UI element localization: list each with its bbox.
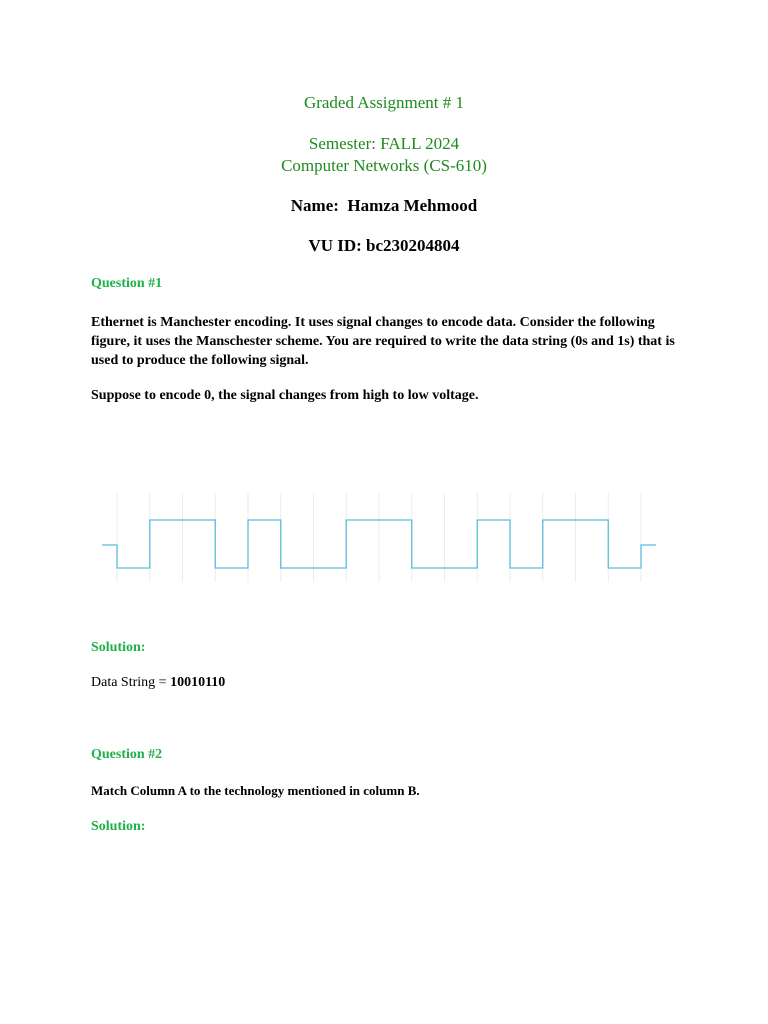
question1-heading: Question #1	[91, 276, 163, 291]
question2-heading: Question #2	[91, 747, 163, 762]
data-string-label: Data String =	[91, 675, 171, 690]
student-name: Name: Hamza Mehmood	[290, 196, 478, 215]
data-string-answer	[91, 675, 681, 691]
question2-text: Match Column A to the technology mentioned in column B.	[91, 783, 420, 798]
signal-grid	[117, 493, 641, 582]
question1-text: Ethernet is Manchester encoding. It uses signal changes to encode data. Consider the following figure, it uses the Manschester scheme. You are required to write the data string (0s and 1s) that is used to produce the following signal.	[91, 315, 675, 368]
question1-note: Suppose to encode 0, the signal changes from high to low voltage.	[91, 388, 479, 403]
student-vu-id: VU ID: bc230204804	[308, 236, 460, 255]
data-string-value: 10010110	[170, 675, 226, 690]
assignment-title: Graded Assignment # 1	[303, 93, 465, 112]
question1-solution-heading: Solution:	[91, 640, 146, 655]
question2-solution-heading: Solution:	[91, 819, 146, 834]
course-line: Computer Networks (CS-610)	[281, 156, 487, 175]
semester-line: Semester: FALL 2024	[308, 134, 460, 153]
